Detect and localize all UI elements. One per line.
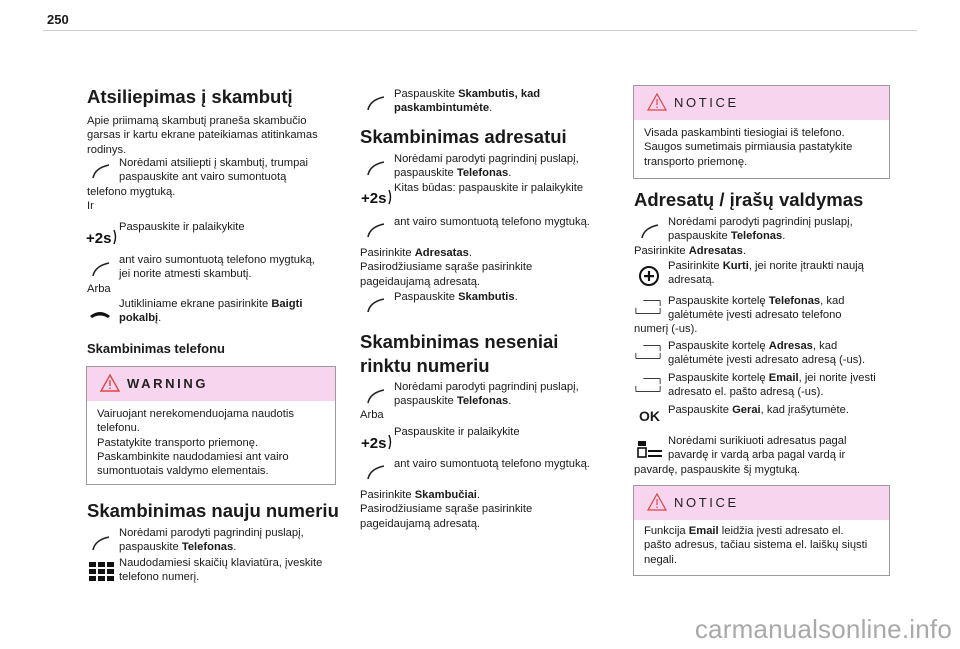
heading-answer-call: Atsiliepimas į skambutį <box>87 86 293 107</box>
step-sort: Norėdami surikiuoti adresatus pagal pavardę ir vardą arba pagal vardą ir <box>668 435 847 462</box>
step-select-contacts: Pasirinkite Adresatas. Pasirodžiusiame sąraše pasirinkite pageidaujamą adresatą. <box>360 247 533 288</box>
svg-text:+2s: +2s <box>361 190 387 207</box>
notice-label-1: NOTICE <box>674 95 739 110</box>
heading-new-number: Skambinimas nauju numeriu <box>87 500 339 521</box>
step-answer-short-press: Norėdami atsiliepti į skambutį, trumpai paspauskite ant vairo sumontuotą <box>119 157 309 184</box>
notice-header-1 <box>634 86 889 120</box>
step-save: Paspauskite Gerai, kad įrašytumėte. <box>668 404 849 416</box>
step-show-home-page-3: Norėdami parodyti pagrindinį puslapį, paspauskite Telefonas. <box>394 381 579 408</box>
header-divider <box>43 30 917 31</box>
step-select-calls: Pasirinkite Skambučiai. Pasirodžiusiame sąraše pasirinkite pageidaujamą adresatą. <box>360 489 533 530</box>
step-show-home-page: Norėdami parodyti pagrindinį puslapį, paspauskite Telefonas. <box>119 527 304 554</box>
step-tab-phone-end: numerį (-us). <box>634 323 698 335</box>
or-label: Ir <box>87 200 94 212</box>
ok-icon: OK <box>639 408 660 424</box>
step-phone-button-2: ant vairo sumontuotą telefono mygtuką. <box>394 458 590 470</box>
step-select-contacts-2: Pasirinkite Adresatas. <box>634 245 746 257</box>
heading-call-contact: Skambinimas adresatui <box>360 126 567 147</box>
or-label: Arba <box>360 409 384 421</box>
heading-recent-number: Skambinimas neseniai rinktu numeriu <box>360 331 559 376</box>
step-enter-number: Naudodamiesi skaičių klaviatūra, įveskite telefono numerį. <box>119 557 323 584</box>
heading-manage-contacts: Adresatų / įrašų valdymas <box>634 189 864 210</box>
step-alt-long-press: Kitas būdas: paspauskite ir palaikykite <box>394 182 584 194</box>
warning-label: WARNING <box>127 376 209 391</box>
step-tab-address: Paspauskite kortelę Adresas, kad galėtumėte įvesti adresato adresą (-us). <box>668 340 866 367</box>
intro-text: Apie priimamą skambutį praneša skambučio garsas ir kartu ekrane pateikiamas atitinkamas rodinys. <box>87 115 318 156</box>
warning-icon <box>99 373 121 393</box>
watermark: carmanualsonline.info <box>694 614 952 644</box>
warning-header <box>87 367 335 401</box>
heading-calling-phone: Skambinimas telefonu <box>87 341 225 356</box>
step-create: Pasirinkite Kurti, jei norite įtraukti naują adresatą. <box>668 260 864 287</box>
page-number: 250 <box>47 12 69 27</box>
notice-icon <box>646 92 668 112</box>
step-long-press: Paspauskite ir palaikykite <box>119 221 245 233</box>
step-sort-end: pavardę, paspauskite šį mygtuką. <box>634 464 801 476</box>
or-label: Arba <box>87 283 111 295</box>
step-press-call: Paspauskite Skambutis. <box>394 291 518 303</box>
warning-box <box>86 366 336 485</box>
notice-label-2: NOTICE <box>674 495 739 510</box>
notice-box-1 <box>633 85 890 179</box>
step-tab-phone: Paspauskite kortelę Telefonas, kad galėtumėte įvesti adresato telefono <box>668 295 845 322</box>
step-reject-call: ant vairo sumontuotą telefono mygtuką, jei norite atmesti skambutį. <box>119 254 315 281</box>
step-show-home-page-2: Norėdami parodyti pagrindinį puslapį, paspauskite Telefonas. <box>394 153 579 180</box>
notice-icon <box>646 492 668 512</box>
notice-header-2 <box>634 486 889 520</box>
step-call: Paspauskite Skambutis, kad paskambintumėte. <box>394 88 541 115</box>
warning-text: Vairuojant nerekomenduojama naudotis telefonu. Pastatykite transporto priemonę. Paskambinkite naudodamiesi ant vairo sumontuotais valdymo elementais. <box>97 408 294 478</box>
step-answer-phone-button: telefono mygtuką. <box>87 186 176 198</box>
step-long-press-2: Paspauskite ir palaikykite <box>394 426 520 438</box>
step-tab-email: Paspauskite kortelę Email, jei norite įvesti adresato el. pašto adresą (-us). <box>668 372 876 399</box>
step-phone-button: ant vairo sumontuotą telefono mygtuką. <box>394 216 590 228</box>
notice-box-2 <box>633 485 890 576</box>
notice-text-2: Funkcija Email leidžia įvesti adresato el. pašto adresus, tačiau sistema el. laiškų siųsti negali. <box>644 525 868 566</box>
svg-text:+2s: +2s <box>361 435 387 452</box>
step-show-home-page-4: Norėdami parodyti pagrindinį puslapį, paspauskite Telefonas. <box>668 216 853 243</box>
step-end-call: Jutikliniame ekrane pasirinkite Baigti pokalbį. <box>119 298 303 325</box>
notice-text-1: Visada paskambinti tiesiogiai iš telefono. Saugos sumetimais pirmiausia pastatykite transporto priemonę. <box>644 127 853 168</box>
svg-text:+2s: +2s <box>86 230 112 247</box>
